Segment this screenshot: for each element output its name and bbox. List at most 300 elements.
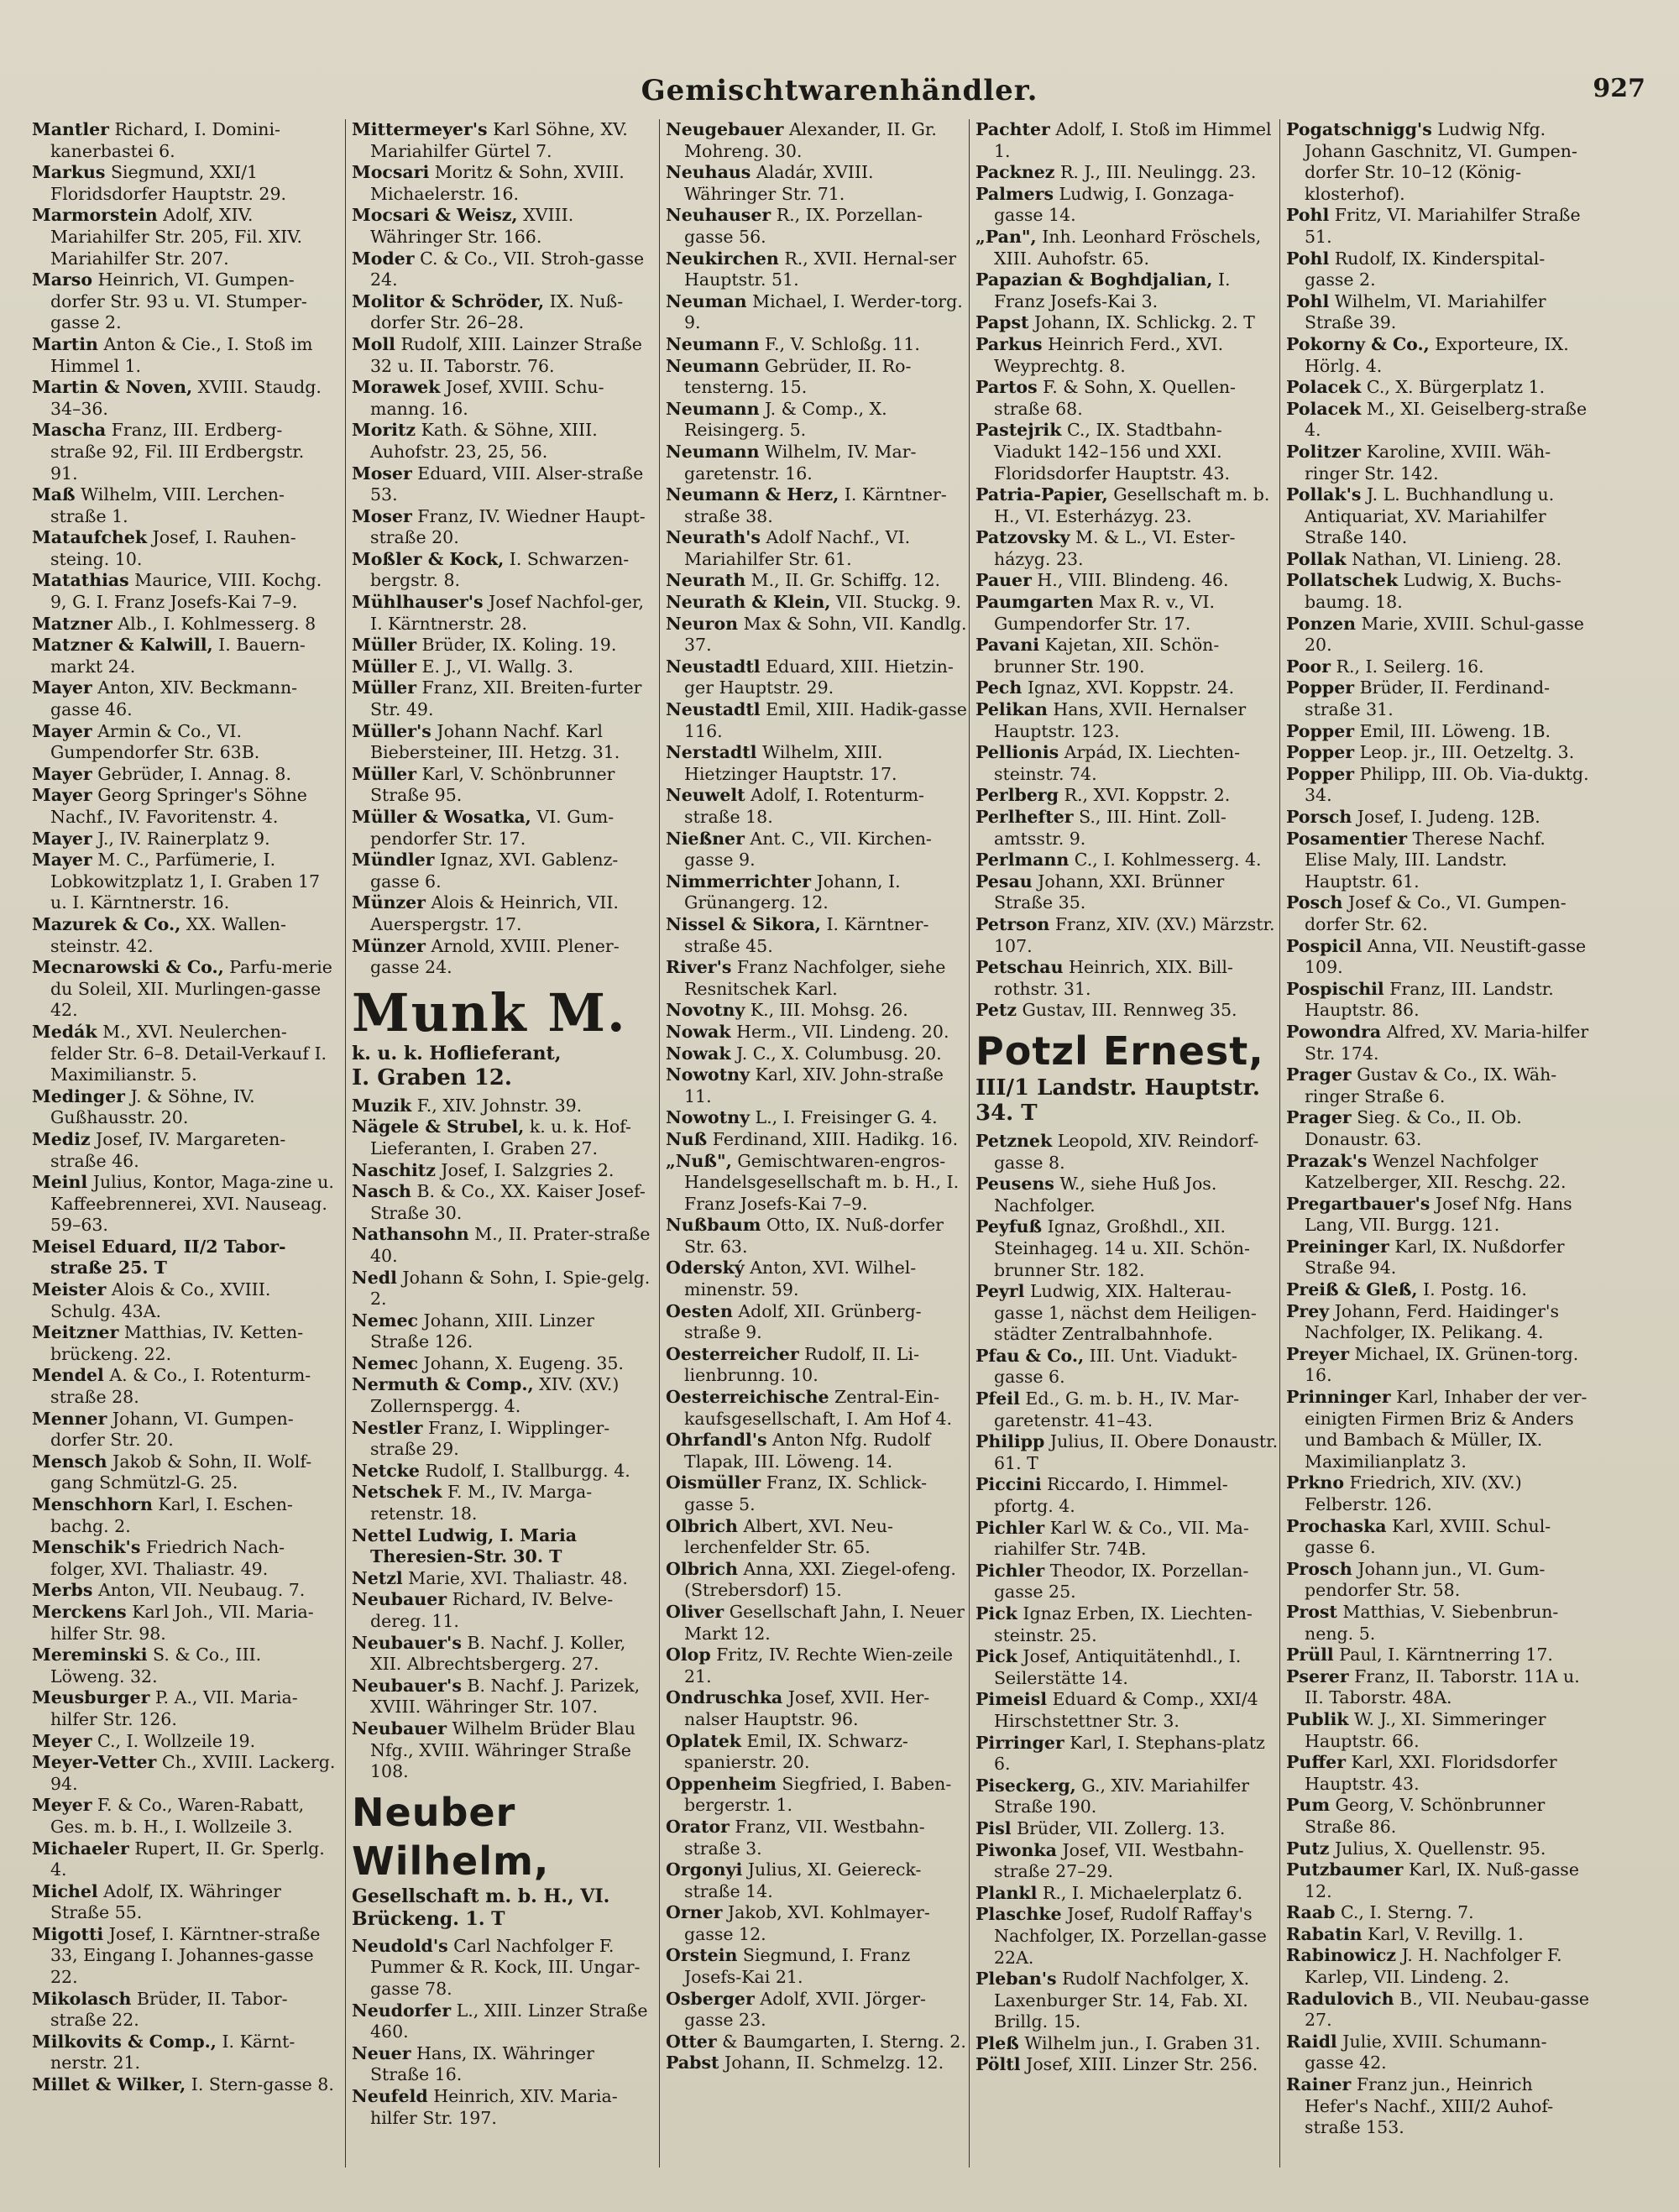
entry-address: H., VIII. Blindeng. 46. [1031,570,1229,591]
entry-address: Marie, XVI. Thaliastr. 48. [402,1567,628,1588]
directory-entry [32,1022,336,1086]
directory-entry [975,1281,1279,1346]
directory-entry [1286,1945,1590,1988]
entry-name: Mündler [352,850,435,871]
entry-address: Ignaz, XVI. Gablenz-gasse 6. [370,850,619,892]
entry-address: Matthias, V. Siebenbrun-neng. 5. [1305,1601,1559,1644]
entry-name: Oesterreichische [666,1387,829,1408]
entry-name: Prey [1286,1300,1330,1321]
directory-entry [666,291,970,334]
entry-name: Pogatschnigg's [1286,119,1432,139]
entry-name: Neudorfer [352,2000,452,2021]
entry-name: Müller [352,763,417,784]
entry-name: Pserer [1286,1666,1349,1686]
directory-entry [975,1388,1279,1431]
entry-name: Politzer [1286,441,1362,462]
entry-address: Josef, Antiquitätenhdl., I. Seilerstätte 14. [994,1646,1242,1688]
directory-entry [975,850,1279,871]
entry-name: Mayer [32,677,92,698]
entry-name: Millet & Wilker, [32,2074,186,2095]
page-title: Gemischtwarenhändler. [641,74,1038,107]
directory-entry [975,635,1279,677]
entry-address: J. & Comp., X. Reisingerg. 5. [684,398,887,441]
entry-name: Petz [975,1000,1017,1021]
entry-address: I. Schwarzen-bergstr. 8. [370,548,630,591]
entry-name: Mocsari & Weisz, [352,205,518,226]
directory-entry [352,1160,656,1182]
directory-entry [352,1224,656,1267]
entry-name: Neubauer's [352,1675,462,1696]
entry-name: Peyrl [975,1281,1025,1302]
directory-entry [1286,1472,1590,1515]
directory-entry [975,807,1279,850]
directory-entry [1286,334,1590,377]
entry-name: Morawek [352,377,441,398]
entry-name: Polacek [1286,398,1362,419]
entry-address: Ludwig, I. Gonzaga-gasse 14. [994,183,1235,226]
entry-name: Meyer [32,1730,92,1751]
directory-entry [666,1043,970,1065]
entry-address: Georg, V. Schönbrunner Straße 86. [1305,1795,1546,1837]
directory-entry [666,1107,970,1129]
directory-entry [975,227,1279,269]
directory-entry [32,829,336,850]
entry-address: Alois & Co., XVIII. Schulg. 43A. [50,1279,271,1321]
entry-address: Kath. & Söhne, XIII. Auhofstr. 23, 25, 56. [370,420,598,462]
entry-address: Riccardo, I. Himmel-pfortg. 4. [994,1474,1228,1517]
entry-address: Franz jun., Heinrich Hefer's Nachf., XIII/2 Auhof-straße 153. [1305,2074,1554,2138]
entry-name: Mayer [32,850,92,871]
entry-address: Gebrüder, II. Ro-tensterng. 15. [684,355,912,398]
entry-address: L., I. Freisinger G. 4. [750,1107,938,1128]
directory-entry [352,677,656,720]
entry-name: Ondruschka [666,1687,783,1708]
entry-address: Heinrich, XIV. Maria-hilfer Str. 197. [370,2085,618,2128]
entry-name: Putz [1286,1838,1330,1859]
entry-address: B., VII. Neubau-gasse 27. [1305,1988,1590,2031]
entry-name: Mayer [32,785,92,806]
directory-entry [975,699,1279,742]
entry-address: Josef Nachfol-ger, I. Kärntnerstr. 28. [370,592,645,634]
directory-entry [32,2032,336,2074]
directory-entry [1286,1301,1590,1344]
directory-entry [32,1451,336,1494]
entry-name: Nasch [352,1181,411,1202]
directory-entry [32,119,336,162]
entry-address: I. Stern-gasse 8. [186,2074,334,2095]
entry-address: k. u. k. Hof-Lieferanten, I. Graben 27. [370,1116,631,1158]
entry-name: Müller [352,656,417,677]
entry-address: Anton, VII. Neubaug. 7. [92,1580,306,1601]
entry-address: Friedrich Nach-folger, XVI. Thaliastr. 49. [50,1537,285,1579]
directory-entry [975,484,1279,527]
entry-name: Neubauer [352,1589,447,1610]
entry-name: „Pan", [975,226,1037,247]
entry-name: Puffer [1286,1752,1346,1773]
entry-address: Rudolf, I. Stallburgg. 4. [419,1460,630,1481]
entry-address: Arnold, XVIII. Plener-gasse 24. [370,935,620,978]
directory-entry [666,1602,970,1645]
entry-address: Ant. C., VII. Kirchen-gasse 9. [684,828,932,871]
entry-name: Nissel & Sikora, [666,913,821,934]
entry-address: Adolf, XIV. Mariahilfer Str. 205, Fil. XIV. Mariahilfer Str. 207. [50,205,302,269]
entry-name: Moser [352,505,412,526]
directory-entry [32,1752,336,1795]
directory-entry [666,1301,970,1344]
entry-address: Albert, XVI. Neu-lerchenfelder Str. 65. [684,1515,893,1558]
entry-name: Pospischil [1286,978,1384,999]
entry-address: Josef, VII. Westbahn-straße 27–29. [994,1839,1244,1882]
entry-name: Olop [666,1645,711,1666]
directory-entry [1286,1795,1590,1838]
entry-name: Pleß [975,2032,1019,2053]
entry-name: Mereminski [32,1645,148,1666]
entry-name: Pfau & Co., [975,1345,1085,1366]
entry-name: Powondra [1286,1021,1382,1042]
entry-name: Neumann [666,333,760,354]
entry-name: Ponzen [1286,613,1357,634]
display-advertisement [975,1022,1279,1131]
entry-name: Porsch [1286,807,1352,827]
entry-name: Raab [1286,1902,1336,1923]
entry-address: & Baumgarten, I. Sterng. 2. [716,2031,966,2052]
entry-name: Packnez [975,162,1055,183]
entry-name: Nettel Ludwig, I. Maria Theresien-Str. 30. T [352,1524,578,1567]
entry-address: Georg Springer's Söhne Nachf., IV. Favoritenstr. 4. [50,785,307,827]
entry-name: Ohrfandl's [666,1430,767,1451]
display-advertisement [352,1783,656,1936]
entry-address: Wilhelm, IV. Mar-garetenstr. 16. [684,441,917,484]
directory-entry [975,1174,1279,1216]
entry-name: Neufeld [352,2085,428,2106]
entry-address: Adolf Nachf., VI. Mariahilfer Str. 61. [684,527,911,569]
entry-address: Eduard & Comp., XXI/4 Hirschstettner Str. 3. [994,1689,1258,1731]
entry-address: Karl, Inhaber der ver-einigten Firmen Briz & Anders und Bambach & Müller, IX. Maximilianplatz 3. [1305,1387,1587,1472]
directory-entry [975,420,1279,484]
entry-name: Neuhauser [666,205,772,226]
entry-name: Pauer [975,570,1032,591]
entry-address: Josef, I. Judeng. 12B. [1352,807,1540,827]
entry-name: Nowotny [666,1064,751,1085]
directory-entry [666,1129,970,1151]
entry-name: Pöltl [975,2054,1021,2075]
entry-name: Michaeler [32,1838,129,1859]
entry-address: B. & Co., XX. Kaiser Josef-Straße 30. [370,1181,646,1223]
entry-address: Gemischtwaren-engros-Handelsgesellschaft m. b. H., I. Franz Josefs-Kai 7–9. [684,1150,960,1214]
entry-address: J. C., X. Columbusg. 20. [730,1043,942,1064]
directory-entry [666,1945,970,1988]
directory-entry [975,785,1279,807]
directory-entry [1286,1279,1590,1301]
entry-name: Neubauer [352,1718,447,1739]
entry-address: C., I. Wollzeile 19. [92,1730,256,1751]
entry-name: Oliver [666,1601,724,1622]
entry-name: Pabst [666,2053,719,2073]
entry-name: Nathansohn [352,1224,469,1245]
directory-entry [32,614,336,635]
directory-entry [975,119,1279,162]
directory-entry [32,1731,336,1753]
entry-name: Parkus [975,333,1043,354]
directory-column [32,119,336,2201]
directory-entry [32,1645,336,1687]
entry-address: III. Unt. Viadukt-gasse 6. [994,1345,1237,1388]
directory-entry [1286,1989,1590,2032]
entry-name: Orgonyi [666,1859,743,1880]
entry-address: Richard, I. Domini-kanerbastei 6. [50,119,280,161]
entry-name: Matzner & Kalwill, [32,635,213,656]
directory-entry [975,1840,1279,1883]
entry-address: S. & Co., III. Löweng. 32. [50,1645,262,1686]
entry-address: Rudolf, II. Li-lienbrunng. 10. [684,1343,920,1386]
entry-address: Inh. Leonhard Fröschels, XIII. Auhofstr. 65. [994,226,1262,269]
entry-name: Pelikan [975,699,1048,720]
entry-name: Meitzner [32,1322,119,1343]
directory-entry [352,119,656,162]
directory-entry [1286,1709,1590,1752]
directory-entry [1286,1859,1590,1902]
directory-entry [32,1537,336,1580]
directory-entry [975,570,1279,592]
directory-entry [666,1516,970,1559]
entry-name: Perlberg [975,785,1059,806]
directory-entry [975,184,1279,227]
entry-name: Nestler [352,1417,423,1438]
directory-entry [666,1064,970,1107]
entry-name: Molitor & Schröder, [352,290,545,311]
entry-address: Rudolf, XIII. Lainzer Straße 32 u. II. Taborstr. 76. [370,333,642,376]
entry-name: Rabatin [1286,1923,1363,1944]
directory-entry [32,1086,336,1129]
directory-entry [352,1676,656,1718]
entry-address: Anton & Cie., I. Stoß im Himmel 1. [50,333,313,376]
directory-entry [352,2043,656,2086]
directory-entry [352,807,656,850]
advertisement-subtitle: k. u. k. Hoflieferant, [352,1042,562,1064]
directory-entry [1286,1344,1590,1387]
entry-address: Hans, IX. Währinger Straße 16. [370,2042,594,2085]
entry-name: Popper [1286,742,1355,763]
entry-address: Franz, IV. Wiedner Haupt-straße 20. [370,505,646,548]
directory-entry [352,162,656,205]
directory-entry [975,1431,1279,1474]
entry-name: Petrson [975,913,1050,934]
entry-name: Oesten [666,1300,733,1321]
entry-address: Alois & Heinrich, VII. Auerspergstr. 17. [370,892,619,934]
directory-entry [32,764,336,786]
entry-name: Müller [352,635,417,656]
directory-entry [975,1131,1279,1174]
entry-name: Pregartbauer's [1286,1193,1431,1214]
directory-entry [975,871,1279,914]
directory-entry [1286,119,1590,205]
directory-entry [352,2000,656,2043]
entry-address: Aladár, XVIII. Währinger Str. 71. [684,162,874,204]
entry-address: Heinrich Ferd., XVI. Weyprechtg. 8. [994,333,1224,376]
entry-address: Ludwig, X. Buchs-baumg. 18. [1305,570,1561,613]
entry-name: Novotny [666,1000,745,1021]
entry-name: Menner [32,1408,107,1429]
entry-name: Nimmerrichter [666,871,812,892]
entry-name: Paumgarten [975,592,1094,613]
directory-entry [975,2054,1279,2076]
directory-entry [1286,742,1590,764]
entry-address: Herm., VII. Lindeng. 20. [730,1021,949,1042]
entry-name: Medák [32,1021,97,1042]
directory-entry [975,1733,1279,1775]
entry-name: Oplatek [666,1730,741,1751]
entry-name: Otter [666,2031,717,2052]
directory-entry [975,1969,1279,2033]
entry-name: Prazak's [1286,1150,1368,1171]
directory-entry [32,1409,336,1451]
entry-address: J. & Söhne, IV. Gußhausstr. 20. [50,1085,255,1128]
advertisement-address: III/1 Landstr. Hauptstr. 34. T [975,1075,1260,1126]
entry-address: Johann, Ferd. Haidinger's Nachfolger, IX. Pelikang. 4. [1305,1300,1560,1343]
entry-address: XX. Wallen-steinstr. 42. [50,913,286,956]
directory-entry [1286,829,1590,893]
entry-name: Popper [1286,677,1355,698]
entry-name: Moritz [352,420,416,441]
directory-entry [975,1689,1279,1732]
entry-name: Neumann [666,398,760,419]
entry-address: Josef & Co., VI. Gumpen-dorfer Str. 62. [1305,892,1567,934]
entry-name: Mayer [32,763,92,784]
entry-name: Markus [32,162,106,183]
entry-address: Julius, II. Obere Donaustr. 61. T [994,1431,1279,1473]
entry-address: Matthias, IV. Ketten-brückeng. 22. [50,1322,304,1364]
entry-address: Johann, XIII. Linzer Straße 126. [370,1310,594,1352]
entry-name: Plankl [975,1882,1038,1903]
entry-name: Merbs [32,1580,93,1601]
entry-name: Meister [32,1279,107,1300]
entry-name: Prinninger [1286,1387,1391,1408]
entry-name: Prochaska [1286,1515,1387,1536]
entry-name: Orator [666,1816,730,1837]
entry-name: Münzer [352,935,426,956]
directory-entry [666,1859,970,1902]
entry-name: Raidl [1286,2031,1337,2052]
entry-name: Pirringer [975,1732,1064,1753]
directory-entry [32,334,336,377]
entry-name: Neuwelt [666,785,745,806]
directory-entry [32,205,336,269]
directory-entry [975,377,1279,420]
entry-name: Pimeisl [975,1689,1048,1710]
directory-entry [1286,892,1590,935]
entry-name: Pum [1286,1795,1331,1816]
entry-name: Meusburger [32,1687,150,1708]
entry-name: Neukirchen [666,248,779,269]
entry-name: Pesau [975,871,1033,892]
entry-name: Philipp [975,1431,1045,1452]
entry-name: Martin & Noven, [32,377,193,398]
directory-entry [975,1474,1279,1517]
entry-address: Sieg. & Co., II. Ob. Donaustr. 63. [1305,1107,1522,1149]
entry-name: Mayer [32,828,92,849]
entry-name: Medinger [32,1085,125,1106]
entry-address: C., I. Kohlmesserg. 4. [1069,850,1262,871]
entry-name: Michel [32,1880,98,1901]
entry-address: Franz, III. Erdberg-straße 92, Fil. III Erdbergstr. 91. [50,420,305,484]
directory-entry [975,1883,1279,1905]
entry-name: Orner [666,1902,723,1923]
directory-entry [1286,1107,1590,1150]
entry-address: L., XIII. Linzer Straße 460. [370,2000,648,2042]
entry-address: Emil, III. Löweng. 1B. [1354,720,1551,741]
directory-entry [1286,677,1590,720]
entry-address: W. J., XI. Simmeringer Hauptstr. 66. [1305,1708,1546,1751]
entry-address: Ignaz, Großhdl., XII. Steinhageg. 14 u. XII. Schön-brunner Str. 182. [994,1216,1250,1280]
directory-entry [352,420,656,463]
directory-entry [666,656,970,699]
entry-address: Josef, I. Salzgries 2. [435,1159,615,1180]
directory-entry [666,248,970,291]
directory-entry [666,785,970,828]
entry-address: Johann, I. Grünangerg. 12. [684,871,901,913]
directory-entry [32,1687,336,1730]
entry-address: Leop. jr., III. Oetzeltg. 3. [1354,742,1575,763]
entry-address: Carl Nachfolger F. Pummer & R. Kock, III. Ungar-gasse 78. [370,1935,641,1999]
entry-name: Oesterreicher [666,1343,799,1364]
entry-address: Johann Nachf. Karl Biebersteiner, III. Hetzg. 31. [370,720,620,763]
entry-address: Hans, XVII. Hernalser Hauptstr. 123. [994,699,1247,741]
entry-name: Müller's [352,720,432,741]
entry-name: Pohl [1286,205,1330,226]
entry-name: Oismüller [666,1472,761,1493]
entry-name: Müller & Wosatka, [352,807,531,827]
entry-name: Migotti [32,1923,104,1944]
entry-name: Mataufchek [32,527,148,548]
entry-address: Adolf, XII. Grünberg-straße 9. [684,1300,922,1343]
entry-address: Alexander, II. Gr. Mohreng. 30. [684,119,937,161]
entry-address: Karoline, XVIII. Wäh-ringer Str. 142. [1305,441,1551,484]
entry-address: B. Nachf. J. Koller, XII. Albrechtsbergerg. 27. [370,1632,626,1675]
directory-entry [1286,721,1590,743]
entry-name: Prkno [1286,1472,1344,1493]
entry-name: Moder [352,248,415,269]
directory-entry [32,957,336,1022]
directory-entry [352,1461,656,1483]
entry-name: Netzl [352,1567,403,1588]
entry-address: M. & L., VI. Ester-házyg. 23. [994,527,1236,569]
entry-name: Pospicil [1286,935,1363,956]
entry-name: Maß [32,484,76,505]
entry-address: VI. Gum-pendorfer Str. 17. [370,807,615,849]
directory-entry [1286,1902,1590,1924]
entry-address: Franz, VII. Westbahn-straße 3. [684,1816,925,1859]
entry-address: F., V. Schloßg. 11. [759,333,920,354]
directory-entry [32,1838,336,1881]
directory-columns [32,119,1614,2201]
entry-address: Nathan, VI. Linieng. 28. [1346,548,1562,569]
entry-address: Heinrich, VI. Gumpen-dorfer Str. 93 u. VI. Stumper-gasse 2. [50,269,307,333]
entry-name: Papst [975,312,1029,333]
directory-entry [32,377,336,420]
entry-address: Gesellschaft Jahn, I. Neuer Markt 12. [684,1601,965,1644]
directory-entry [975,527,1279,570]
directory-entry [32,914,336,957]
entry-name: Pick [975,1603,1017,1624]
directory-entry [1286,764,1590,807]
directory-entry [1286,1645,1590,1666]
entry-address: Moritz & Sohn, XVIII. Michaelerstr. 16. [370,162,625,204]
entry-address: J. H. Nachfolger F. Karlep, VII. Lindeng. 2. [1305,1945,1562,1988]
directory-entry [352,1268,656,1310]
entry-address: Brüder, IX. Koling. 19. [416,635,617,656]
directory-entry [32,1989,336,2032]
entry-address: J. L. Buchhandlung u. Antiquariat, XV. Mariahilfer Straße 140. [1305,484,1555,548]
